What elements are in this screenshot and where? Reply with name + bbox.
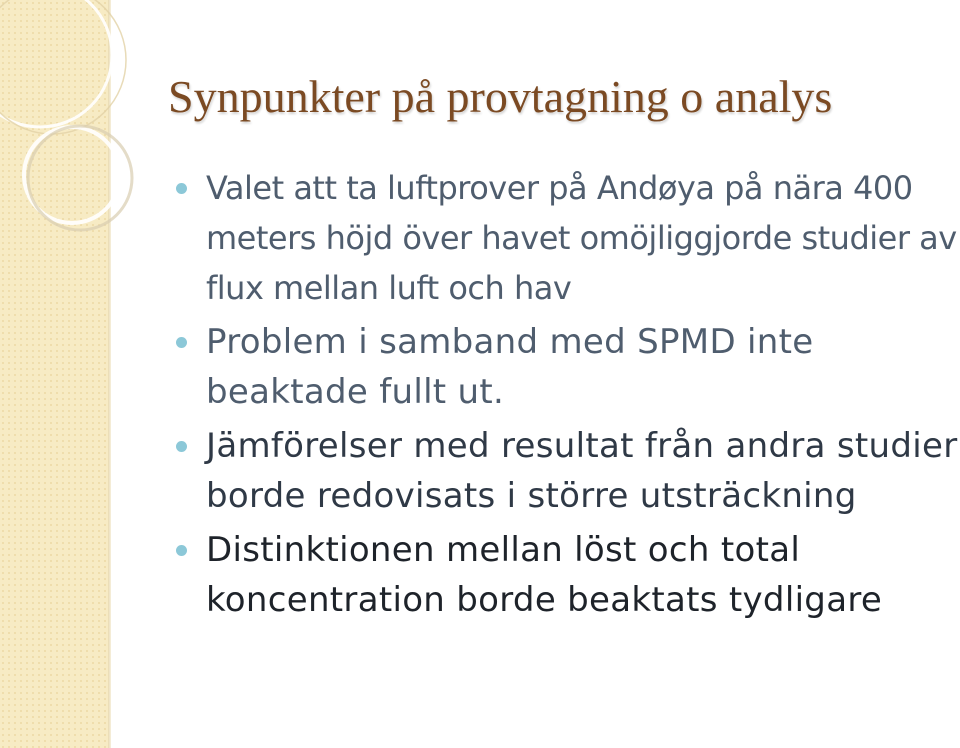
side-band-edge: [108, 0, 111, 748]
bullet-dot-icon: [176, 441, 187, 452]
bullet-item: [160, 317, 960, 417]
bullet-dot-icon: [176, 183, 187, 194]
bullet-item: [160, 525, 960, 625]
bullet-item: [160, 421, 960, 521]
bullet-text: Valet att ta luftprover på Andøya på nära 400 meters höjd över havet omöjliggjorde studier av flux mellan luft och hav: [206, 169, 957, 307]
bullet-text: Jämförelser med resultat från andra studier borde redovisats i större utsträckning: [206, 426, 958, 516]
decorative-side-band: [0, 0, 110, 748]
bullet-list: [160, 163, 960, 629]
slide-title: Synpunkter på provtagning o analys: [168, 71, 833, 122]
bullet-item: [160, 163, 960, 313]
bullet-dot-icon: [176, 545, 187, 556]
bullet-text: Problem i samband med SPMD inte beaktade fullt ut.: [206, 322, 814, 412]
bullet-dot-icon: [176, 337, 187, 348]
bullet-text: Distinktionen mellan löst och total koncentration borde beaktats tydligare: [206, 530, 883, 620]
